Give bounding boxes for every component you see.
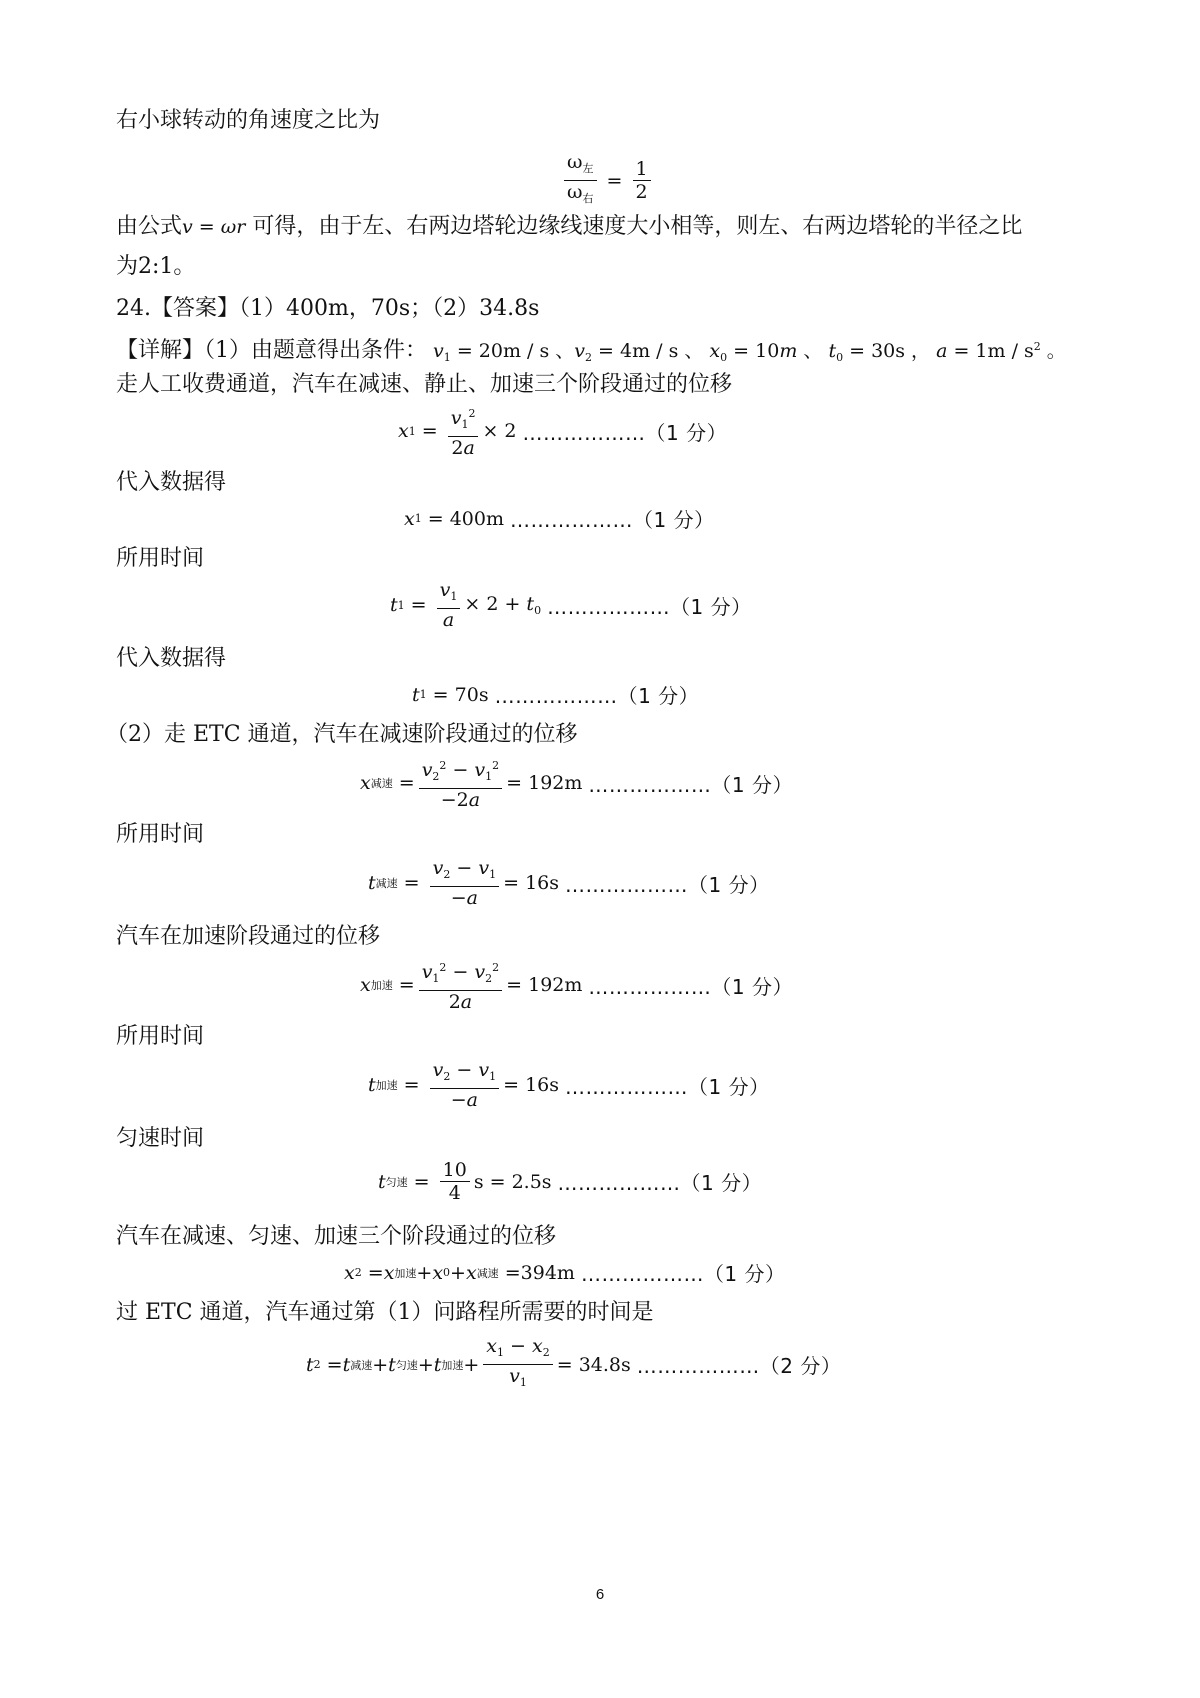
equation-t1: t 1 = $\frac{v_1}{a}$ × $2 + t_0$ ………………（1 分）	[390, 579, 752, 631]
score-label: ………………（2 分）	[636, 1354, 842, 1378]
text-span: 【详解】（1）由题意得出条件：	[116, 338, 427, 363]
text-line: 代入数据得	[116, 646, 227, 671]
text-line: 过 ETC 通道，汽车通过第（1）问路程所需要的时间是	[116, 1300, 654, 1325]
text-line: 所用时间	[116, 822, 205, 847]
score-label: ………………（1 分）	[510, 508, 715, 532]
equation-x1-value: x 1 = 400m ………………（1 分）	[404, 504, 715, 533]
equation-t-accel: t 加速 = $\frac{v_2 - v_1}{-a}$ = 16s ………………（1 分）	[368, 1059, 770, 1111]
equation-t-decel: t 减速 = $\frac{v_2 - v_1}{-a}$ = 16s ………………（1 分）	[368, 857, 770, 909]
text-line	[116, 210, 1022, 244]
equation-x-accel: x 加速 = $\frac{v_1^2 - v_2^2}{2a}$ = 192m ………………（1 分）	[360, 958, 793, 1012]
score-label: ………………（1 分）	[494, 684, 700, 708]
text-line: 所用时间	[116, 1024, 205, 1049]
inline-formula-conditions: $v_1 = 20m / s$ 、$v_2 = 4m / s$ 、 $x_0 = 10m$ 、 $t_0 = 30s$ ， $a = 1m / s^2$ 。	[433, 340, 1066, 364]
text-line: 所用时间	[116, 546, 205, 571]
score-label: ………………（1 分）	[565, 1074, 770, 1099]
equation-x-decel: x 减速 = $\frac{v_2^2 - v_1^2}{-2a}$ = 192m ………………（1 分）	[360, 756, 793, 810]
score-label: ………………（1 分）	[522, 420, 728, 445]
score-label: ………………（1 分）	[588, 974, 793, 999]
equation-t1-value: t 1 = 70s ………………（1 分）	[412, 680, 699, 709]
text-span: 由公式	[116, 214, 183, 239]
score-label: ………………（1 分）	[557, 1171, 763, 1195]
score-label: ………………（1 分）	[580, 1262, 786, 1286]
text-line: 代入数据得	[116, 470, 227, 495]
inline-formula-v-omega-r: v = ωr	[182, 216, 246, 238]
page-number: 6	[595, 1586, 605, 1603]
text-line: （2）走 ETC 通道，汽车在减速阶段通过的位移	[106, 722, 578, 747]
score-label: ………………（1 分）	[547, 594, 752, 619]
text-span: 可得，由于左、右两边塔轮边缘线速度大小相等，则左、右两边塔轮的半径之比	[252, 214, 1023, 239]
text-line: 走人工收费通道，汽车在减速、静止、加速三个阶段通过的位移	[116, 372, 733, 397]
text-line: 为2:1。	[116, 254, 196, 279]
equation-t-uniform: t 匀速 = $\frac{10}{4}$ s = 2.5s ………………（1 分）	[378, 1159, 763, 1204]
score-label: ………………（1 分）	[588, 772, 793, 797]
text-line: 匀速时间	[116, 1126, 205, 1151]
equation-x1: x 1 = $\frac{v_1^2}{2a}$ × 2 ………………（1 分）	[398, 404, 727, 458]
text-line: 右小球转动的角速度之比为	[116, 108, 381, 133]
answer-line: 24.【答案】（1）400m，70s；（2）34.8s	[116, 296, 540, 321]
equation-t2: t 2 = t 减速 + t 匀速 + t 加速 + $\frac{x_1 - x_2}{v_1}$ = 34.8s ………………（2 分）	[306, 1335, 842, 1389]
equation-x2: x 2 = x 加速 + x 0 + x 减速 =394m ………………（1 分）	[344, 1258, 786, 1287]
text-line: 汽车在加速阶段通过的位移	[116, 924, 381, 949]
equation-omega-ratio: $\frac{\omega_左}{\omega_右}$ = $\frac{1}{2}$	[560, 152, 655, 209]
text-line: 汽车在减速、匀速、加速三个阶段通过的位移	[116, 1224, 557, 1249]
score-label: ………………（1 分）	[565, 872, 770, 897]
